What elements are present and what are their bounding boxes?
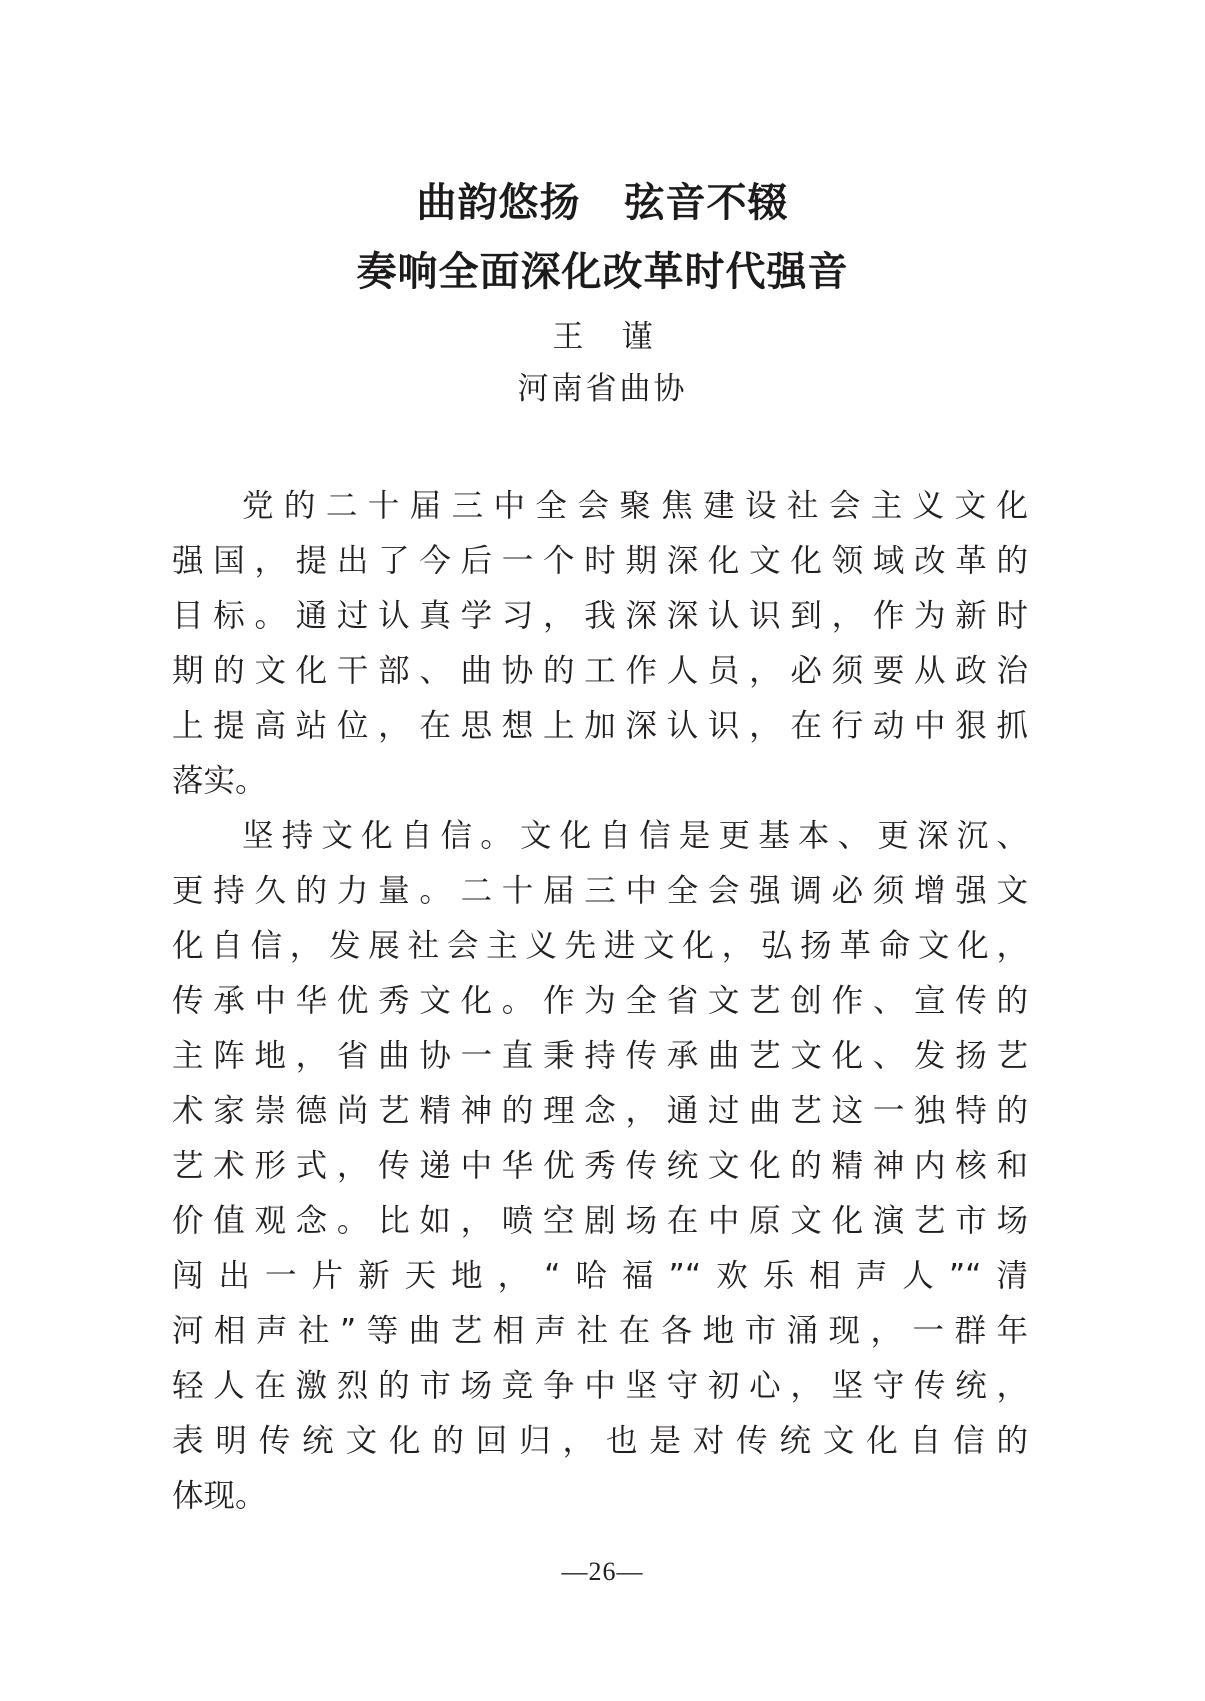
- paragraph-2-line: 表明传统文化的回归，也是对传统文化自信的: [172, 1423, 1028, 1459]
- author-given-name: 谨: [621, 319, 653, 355]
- author-affiliation: 河南省曲协: [517, 371, 688, 407]
- author-surname: 王: [552, 319, 584, 355]
- paragraph-1-line: 目标。通过认真学习，我深深认识到，作为新时: [172, 598, 1028, 634]
- paragraph-2-line: 化自信，发展社会主义先进文化，弘扬革命文化，: [172, 928, 1028, 964]
- page-number: —26—: [561, 1557, 644, 1586]
- paragraph-2-line: 河相声社”等曲艺相声社在各地市涌现，一群年: [172, 1313, 1028, 1349]
- paragraph-1-line: 强国，提出了今后一个时期深化文化领域改革的: [172, 543, 1028, 579]
- title-phrase-1: 曲韵悠扬: [416, 179, 581, 226]
- title-phrase-2: 弦音不辍: [624, 179, 789, 226]
- paragraph-2-line: 传承中华优秀文化。作为全省文艺创作、宣传的: [172, 983, 1028, 1019]
- paragraph-1-line: 党的二十届三中全会聚焦建设社会主义文化: [242, 488, 1028, 524]
- paragraph-1-line: 落实。: [172, 763, 267, 799]
- paragraph-2-line: 轻人在激烈的市场竞争中坚守初心，坚守传统，: [172, 1368, 1028, 1404]
- paragraph-2-line: 价值观念。比如，喷空剧场在中原文化演艺市场: [172, 1203, 1028, 1239]
- article-title-line-2: 奏响全面深化改革时代强音: [356, 248, 849, 295]
- paragraph-2-line: 闯出一片新天地，“哈福”“欢乐相声人”“清: [172, 1258, 1028, 1294]
- article-body: [172, 484, 1028, 1529]
- paragraph-2-line: 主阵地，省曲协一直秉持传承曲艺文化、发扬艺: [172, 1038, 1028, 1074]
- paragraph-1-line: 上提高站位，在思想上加深认识，在行动中狠抓: [172, 708, 1028, 744]
- paragraph-2-line: 坚持文化自信。文化自信是更基本、更深沉、: [242, 818, 1028, 854]
- author-name: [0, 318, 1205, 356]
- paragraph-2-line: 艺术形式，传递中华优秀传统文化的精神内核和: [172, 1148, 1028, 1184]
- paragraph-2-line: 更持久的力量。二十届三中全会强调必须增强文: [172, 873, 1028, 909]
- paragraph-2-line: 术家崇德尚艺精神的理念，通过曲艺这一独特的: [172, 1093, 1028, 1129]
- paragraph-1-line: 期的文化干部、曲协的工作人员，必须要从政治: [172, 653, 1028, 689]
- paragraph-2-line: 体现。: [172, 1478, 267, 1514]
- article-title-line-1: [0, 180, 1205, 226]
